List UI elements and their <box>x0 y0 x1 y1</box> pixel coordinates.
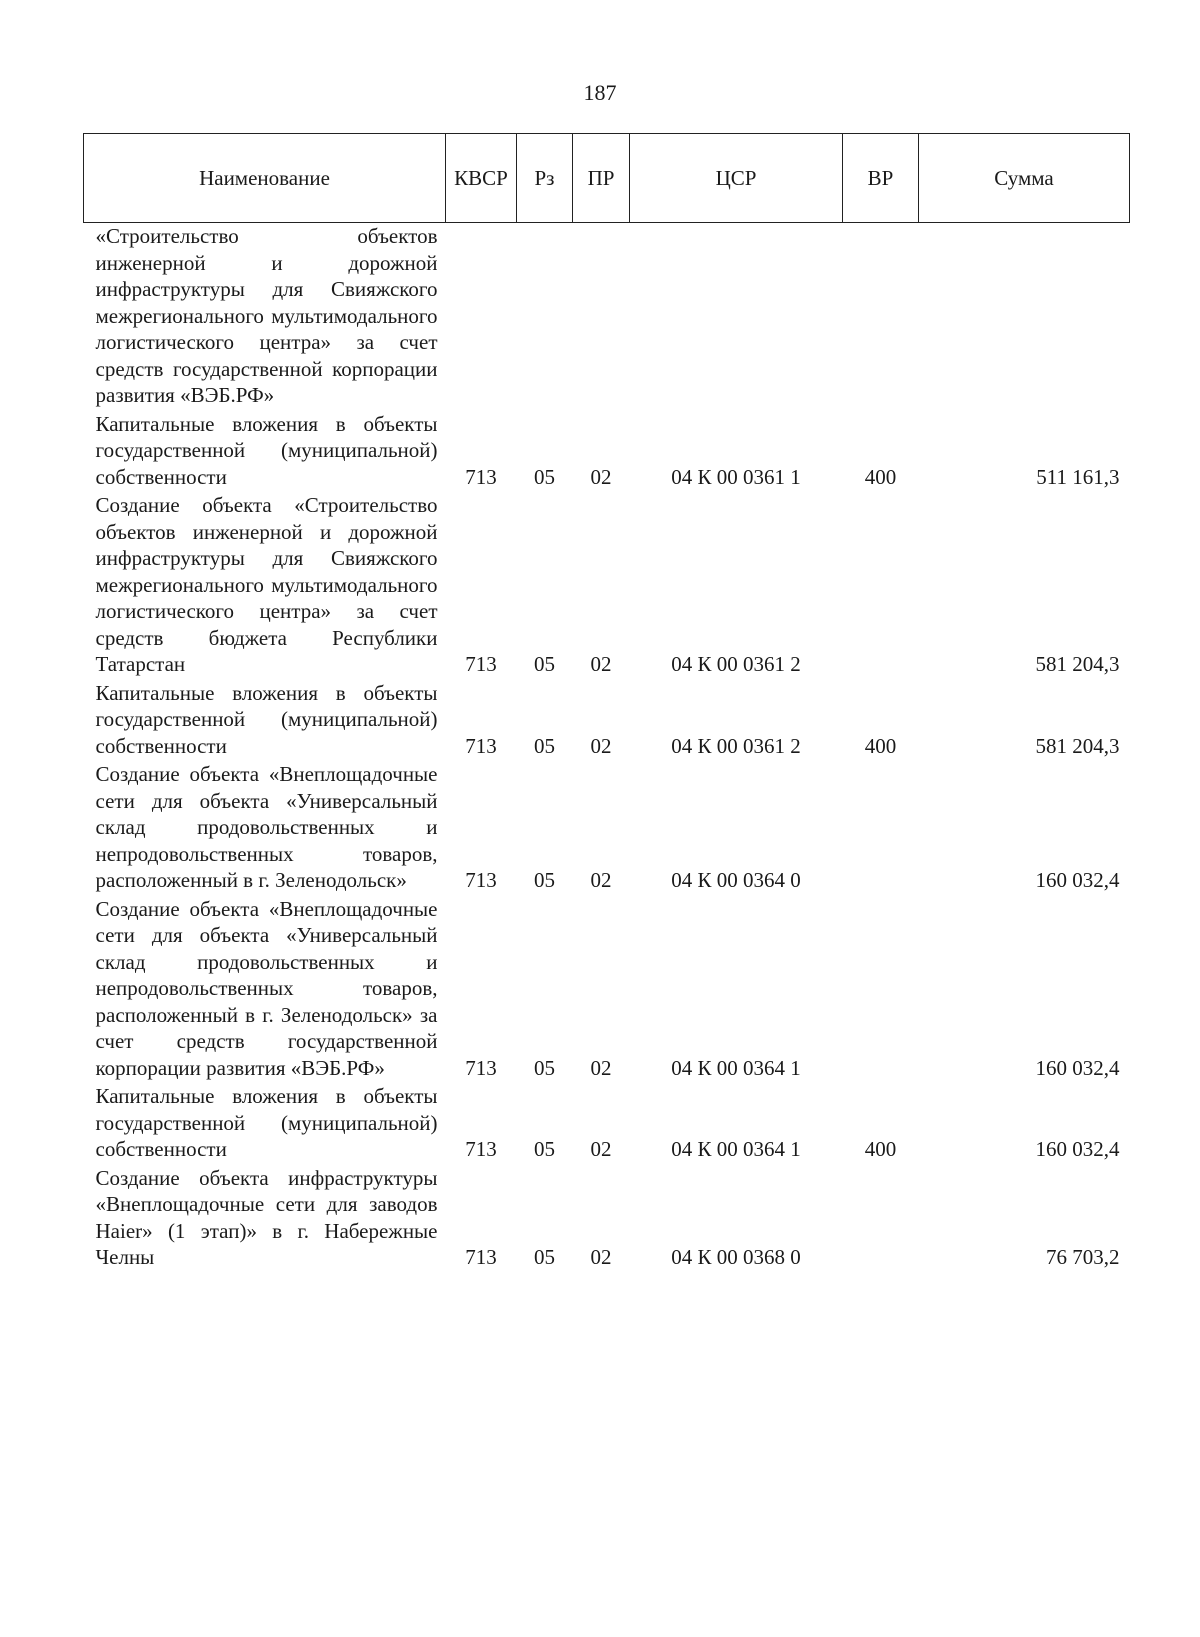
row-rz: 05 <box>534 1055 555 1080</box>
row-name: Создание объекта инфраструктуры «Внеплощадочные сети для заводов Haier» (1 этап)» в г. Набережные Челны <box>95 1165 438 1269</box>
row-csr: 04 К 00 0361 2 <box>671 652 801 676</box>
row-sum: 511 161,3 <box>1036 464 1120 489</box>
budget-table <box>83 133 1130 1273</box>
row-sum <box>919 223 1130 411</box>
row-csr: 04 К 00 0368 0 <box>671 1245 801 1269</box>
row-kvsr: 713 <box>465 1055 497 1080</box>
column-header-vr: ВР <box>843 134 919 223</box>
row-rz: 05 <box>534 464 555 489</box>
row-pr <box>573 223 630 411</box>
table-header-row <box>84 134 1130 223</box>
row-sum: 160 032,4 <box>1035 1055 1120 1080</box>
row-kvsr <box>446 223 517 411</box>
row-vr: 400 <box>864 733 897 758</box>
column-header-name: Наименование <box>84 134 446 223</box>
row-rz: 05 <box>534 1137 555 1161</box>
table-row <box>84 492 1130 680</box>
row-csr: 04 К 00 0364 0 <box>671 868 801 892</box>
row-kvsr: 713 <box>465 868 497 892</box>
row-name: Капитальные вложения в объекты государственной (муниципальной) собственности <box>95 411 438 489</box>
table-row <box>84 411 1130 493</box>
row-kvsr: 713 <box>465 1137 497 1161</box>
row-pr: 02 <box>590 1137 612 1161</box>
row-vr <box>843 492 919 680</box>
row-csr: 04 К 00 0361 1 <box>671 464 801 489</box>
row-pr: 02 <box>590 1055 612 1080</box>
row-kvsr: 713 <box>465 1245 497 1269</box>
column-header-csr: ЦСР <box>630 134 843 223</box>
column-header-pr: ПР <box>573 134 630 223</box>
row-sum: 160 032,4 <box>1035 1137 1120 1161</box>
row-rz: 05 <box>534 1245 555 1269</box>
row-sum: 581 204,3 <box>1035 652 1120 676</box>
row-vr <box>843 1165 919 1273</box>
row-sum: 160 032,4 <box>1035 868 1120 892</box>
row-rz <box>517 223 573 411</box>
row-name: Капитальные вложения в объекты государственной (муниципальной) собственности <box>95 680 438 758</box>
table-row <box>84 223 1130 411</box>
column-header-kvsr: КВСР <box>446 134 517 223</box>
row-pr: 02 <box>590 1245 612 1269</box>
row-pr: 02 <box>590 464 612 489</box>
row-kvsr: 713 <box>465 733 497 758</box>
row-name: Капитальные вложения в объекты государственной (муниципальной) собственности <box>95 1084 438 1161</box>
row-vr <box>843 223 919 411</box>
row-pr: 02 <box>590 868 612 892</box>
row-sum: 76 703,2 <box>1046 1245 1120 1269</box>
page-number: 187 <box>583 80 617 105</box>
table-row <box>84 761 1130 896</box>
row-rz: 05 <box>534 652 555 676</box>
row-pr: 02 <box>590 652 612 676</box>
row-name: «Строительство объектов инженерной и дорожной инфраструктуры для Свияжского межрегионального мультимодального логистического центра» за счет средств государственной корпорации развития «ВЭБ.РФ» <box>95 224 438 407</box>
row-csr: 04 К 00 0364 1 <box>671 1055 801 1080</box>
row-csr: 04 К 00 0364 1 <box>671 1137 801 1161</box>
table-row <box>84 1165 1130 1273</box>
column-header-rz: Рз <box>517 134 573 223</box>
row-vr <box>843 896 919 1084</box>
row-name: Создание объекта «Внеплощадочные сети для объекта «Универсальный склад продовольственных и непродовольственных товаров, расположенный в г. Зеленодольск» за счет средств государственной корпорации развития «ВЭБ.РФ» <box>95 896 438 1080</box>
row-name: Создание объекта «Внеплощадочные сети для объекта «Универсальный склад продовольственных и непродовольственных товаров, расположенный в г. Зеленодольск» <box>95 762 438 892</box>
column-header-sum: Сумма <box>919 134 1130 223</box>
table-row <box>84 1083 1130 1165</box>
row-rz: 05 <box>534 868 555 892</box>
row-vr: 400 <box>864 1137 897 1161</box>
table-row <box>84 896 1130 1084</box>
row-rz: 05 <box>534 733 555 758</box>
row-kvsr: 713 <box>465 464 497 489</box>
row-csr: 04 К 00 0361 2 <box>671 733 801 758</box>
row-name: Создание объекта «Строительство объектов инженерной и дорожной инфраструктуры для Свияжского межрегионального мультимодального логистического центра» за счет средств бюджета Республики Татарстан <box>95 493 438 676</box>
row-pr: 02 <box>590 733 612 758</box>
row-csr <box>630 223 843 411</box>
row-kvsr: 713 <box>465 652 497 676</box>
row-sum: 581 204,3 <box>1035 733 1120 758</box>
table-row <box>84 680 1130 762</box>
row-vr <box>843 761 919 896</box>
row-vr: 400 <box>864 464 897 489</box>
